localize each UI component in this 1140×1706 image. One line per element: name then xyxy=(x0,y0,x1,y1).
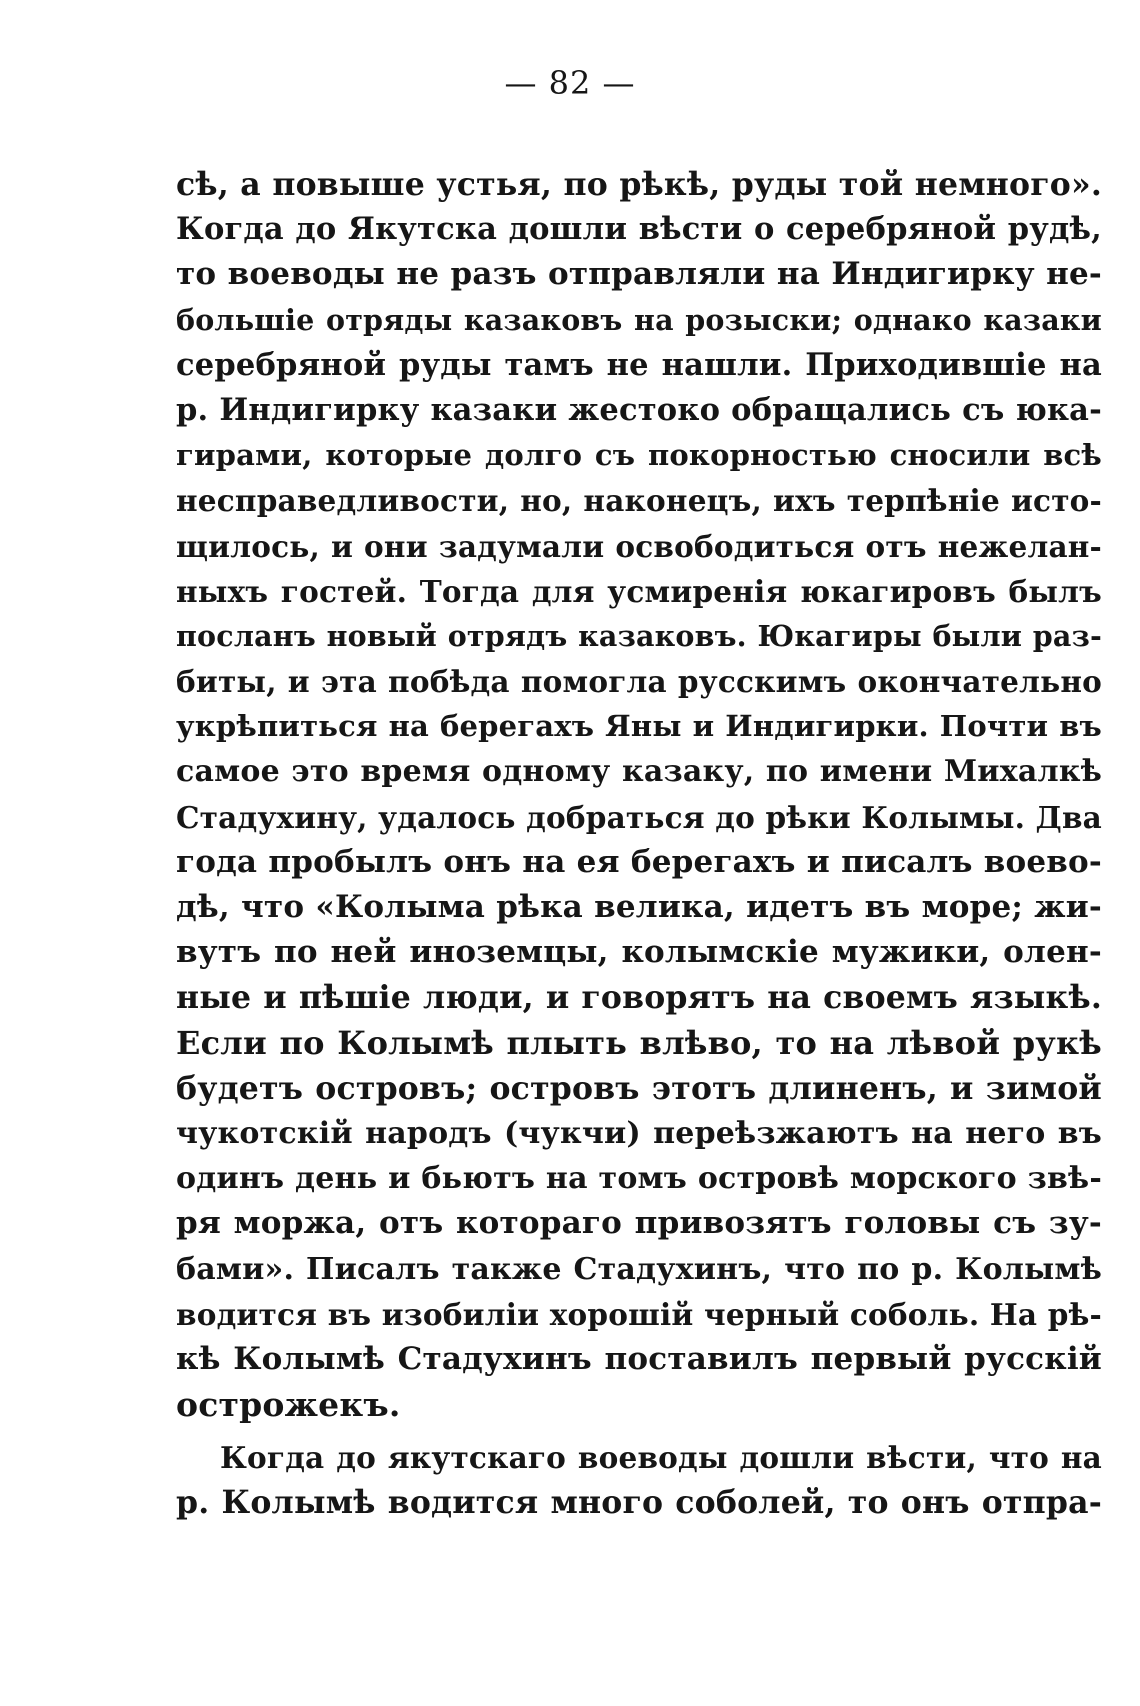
paragraph xyxy=(176,162,1102,1427)
text-line: Когда до якутскаго воеводы дошли вѣсти, что на xyxy=(220,1440,1102,1476)
text-line: острожекъ. xyxy=(176,1385,401,1425)
text-line: вутъ по ней иноземцы, колымскіе мужики, олен- xyxy=(176,934,1102,971)
text-line: Если по Колымѣ плыть влѣво, то на лѣвой рукѣ xyxy=(176,1023,1102,1062)
paragraph-gap xyxy=(176,1427,1102,1435)
body-text xyxy=(176,162,1102,1526)
text-line: одинъ день и бьютъ на томъ островѣ морского звѣ- xyxy=(176,1161,1102,1197)
text-line: несправедливости, но, наконецъ, ихъ терпѣніе исто- xyxy=(176,483,1102,519)
text-line: щилось, и они задумали освободиться отъ нежелан- xyxy=(176,528,1102,564)
text-line: ные и пѣшіе люди, и говорятъ на своемъ языкѣ. xyxy=(176,979,1102,1017)
text-line: ря моржа, отъ котораго привозятъ головы съ зу- xyxy=(176,1205,1102,1242)
text-line: сѣ, а повыше устья, по рѣкѣ, руды той немного». xyxy=(176,166,1102,203)
text-line: большіе отряды казаковъ на розыски; однако казаки xyxy=(176,302,1102,337)
text-line: биты, и эта побѣда помогла русскимъ окончательно xyxy=(176,664,1102,700)
page-number: — 82 — xyxy=(504,64,636,102)
paragraph xyxy=(176,1435,1102,1525)
text-line: бами». Писалъ также Стадухинъ, что по р. Колымѣ xyxy=(176,1251,1102,1287)
text-line: водится въ изобиліи хорошій черный соболь. На рѣ- xyxy=(176,1296,1102,1332)
text-line: р. Колымѣ водится много соболей, то онъ отпра- xyxy=(176,1484,1102,1522)
text-line: серебряной руды тамъ не нашли. Приходившіе на xyxy=(176,346,1102,383)
text-line: кѣ Колымѣ Стадухинъ поставилъ первый русскій xyxy=(176,1340,1102,1377)
text-line: будетъ островъ; островъ этотъ длиненъ, и зимой xyxy=(176,1069,1102,1107)
text-line: дѣ, что «Колыма рѣка велика, идетъ въ море; жи- xyxy=(176,889,1102,925)
text-line: то воеводы не разъ отправляли на Индигирку не- xyxy=(176,256,1102,293)
text-line: ныхъ гостей. Тогда для усмиренія юкагировъ былъ xyxy=(176,573,1102,609)
text-line: посланъ новый отрядъ казаковъ. Юкагиры были раз- xyxy=(176,618,1102,653)
text-line: года пробылъ онъ на ея берегахъ и писалъ воево- xyxy=(176,843,1102,880)
text-line: гирами, которые долго съ покорностью сносили всѣ xyxy=(176,438,1102,473)
text-line: самое это время одному казаку, по имени Михалкѣ xyxy=(176,754,1102,790)
text-line: Стадухину, удалось добраться до рѣки Колымы. Два xyxy=(176,799,1102,835)
text-line: Когда до Якутска дошли вѣсти о серебряной рудѣ, xyxy=(176,211,1102,248)
text-line: чукотскій народъ (чукчи) переѣзжаютъ на него въ xyxy=(176,1115,1102,1151)
text-line: укрѣпиться на берегахъ Яны и Индигирки. Почти въ xyxy=(176,709,1102,744)
text-line: р. Индигирку казаки жестоко обращались съ юка- xyxy=(176,391,1102,428)
